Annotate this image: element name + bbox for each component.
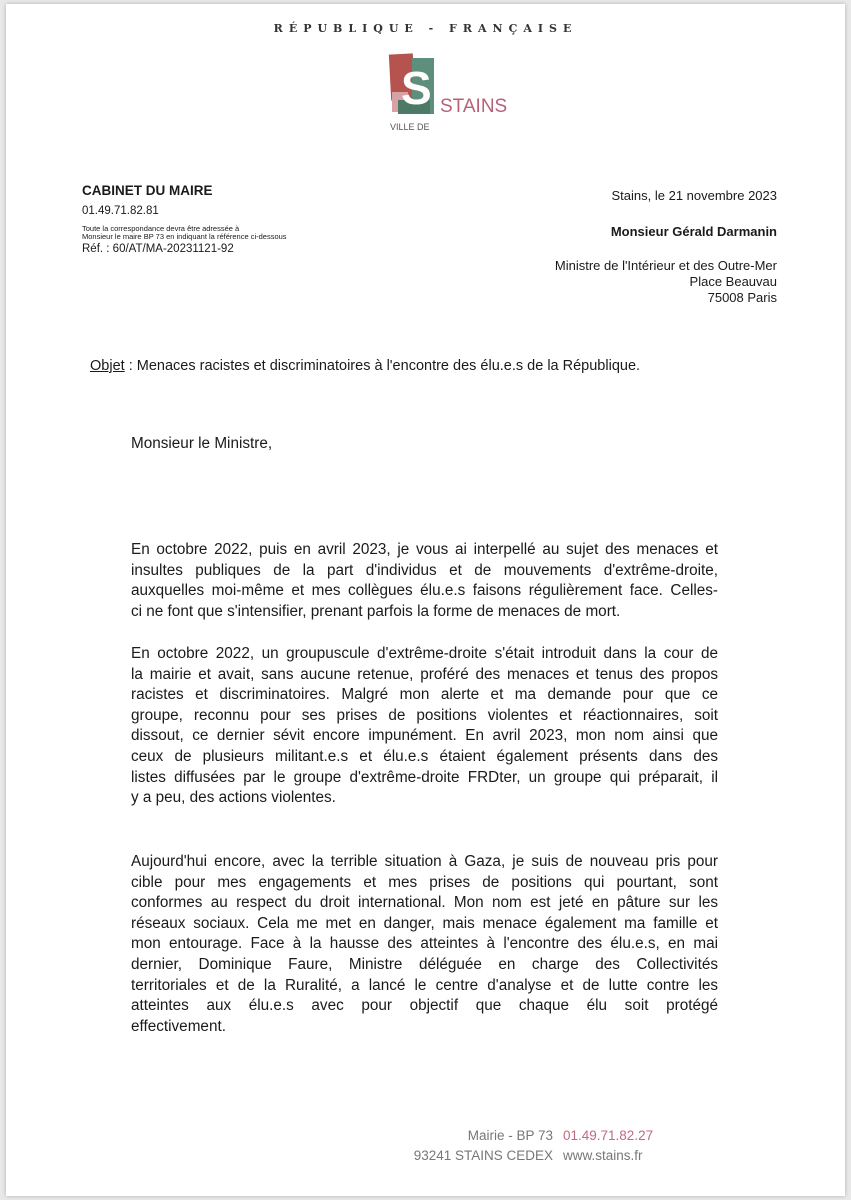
paragraph-line: la mairie et avait, sans aucune retenue, proféré des menaces et tenus des propos (131, 665, 718, 683)
paragraph-line: cible pour mes engagements et mes prises de positions qui pourtant, sont (131, 873, 718, 891)
paragraph-line: dissout, ce dernier sévit encore impunément. En avril 2023, mon nom ainsi que (131, 727, 718, 745)
footer-contact (563, 1126, 653, 1166)
paragraph-line: territoriales et de la Ruralité, a lancé le centre d'analyse et de lutte contre les (131, 976, 718, 994)
logo-ville-de-text: VILLE DE (390, 122, 430, 132)
subject-label: Objet (90, 358, 125, 374)
paragraph-line: conformes au respect du droit international. Mon nom est jeté en pâture sur les (131, 894, 718, 912)
footer-website: www.stains.fr (563, 1148, 643, 1163)
paragraph-line: auxquelles moi-même et mes collègues élu.e.s faisons régulièrement face. Celles- (131, 582, 718, 600)
republique-francaise-header: RÉPUBLIQUE - FRANÇAISE (273, 22, 578, 35)
correspondence-note (82, 225, 287, 241)
recipient-title: Ministre de l'Intérieur et des Outre-Mer (554, 258, 777, 273)
paragraph-2 (131, 644, 718, 809)
recipient-address-line: 75008 Paris (707, 290, 777, 305)
footer-address-line: 93241 STAINS CEDEX (413, 1148, 553, 1163)
paragraph-line: racistes et discriminatoires. Malgré mon alerte et ma demande pour que ce (131, 686, 718, 704)
paragraph-line: listes diffusées par le groupe d'extrême-droite FRDter, un groupe qui préparait, il (131, 768, 718, 786)
paragraph-line: y a peu, des actions violentes. (131, 789, 336, 807)
recipient-address-line: Place Beauvau (689, 274, 777, 289)
footer-address (414, 1126, 553, 1166)
logo-stains-text: STAINS (440, 96, 508, 117)
salutation: Monsieur le Ministre, (131, 435, 273, 452)
letter-date: Stains, le 21 novembre 2023 (611, 188, 777, 203)
note-line: Toute la correspondance devra être adressée à (82, 224, 240, 233)
paragraph-line: atteintes aux élu.e.s avec pour objectif que chaque élu soit protégé (131, 997, 718, 1015)
paragraph-3 (131, 852, 718, 1037)
paragraph-line: En octobre 2022, un groupuscule d'extrême-droite s'était introduit dans la cour de (131, 645, 718, 662)
reference-number: Réf. : 60/AT/MA-20231121-92 (82, 243, 234, 255)
sender-office: CABINET DU MAIRE (82, 183, 213, 198)
paragraph-line: dernier, Dominique Faure, Ministre déléguée en charge des Collectivités (131, 955, 718, 973)
paragraph-line: En octobre 2022, puis en avril 2023, je vous ai interpellé au sujet des menaces et (131, 541, 718, 558)
paragraph-line: insultes publiques de la part d'individus et de mouvements d'extrême-droite, (131, 561, 718, 579)
paragraph-line: réseaux sociaux. Cela me met en danger, mais menace également ma famille et (131, 914, 718, 932)
paragraph-line: Aujourd'hui encore, avec la terrible situation à Gaza, je suis de nouveau pris pour (131, 853, 718, 870)
paragraph-line: groupe, reconnu pour ses prises de positions violentes et réactionnaires, soit (131, 706, 718, 724)
logo-s-mark: S (401, 62, 432, 114)
footer-phone: 01.49.71.82.27 (563, 1128, 654, 1143)
paragraph-line: mon entourage. Face à la hausse des atteintes à l'encontre des élu.e.s, en mai (131, 935, 718, 953)
recipient-address (555, 258, 777, 306)
subject-text: : Menaces racistes et discriminatoires à l'encontre des élu.e.s de la République. (124, 358, 641, 374)
paragraph-line: ci ne font que s'intensifier, prenant parfois la forme de menaces de mort. (131, 602, 621, 620)
ville-de-stains-logo (384, 52, 524, 136)
note-line: Monsieur le maire BP 73 en indiquant la référence ci-dessous (82, 232, 287, 241)
subject-line (90, 358, 640, 374)
paragraph-line: ceux de plusieurs militant.e.s et élu.e.s étaient également présents dans des (131, 747, 718, 765)
paragraph-1 (131, 540, 718, 622)
paragraph-line: effectivement. (131, 1017, 226, 1035)
sender-phone: 01.49.71.82.81 (82, 205, 159, 217)
recipient-name: Monsieur Gérald Darmanin (610, 224, 777, 239)
footer-address-line: Mairie - BP 73 (467, 1128, 553, 1143)
